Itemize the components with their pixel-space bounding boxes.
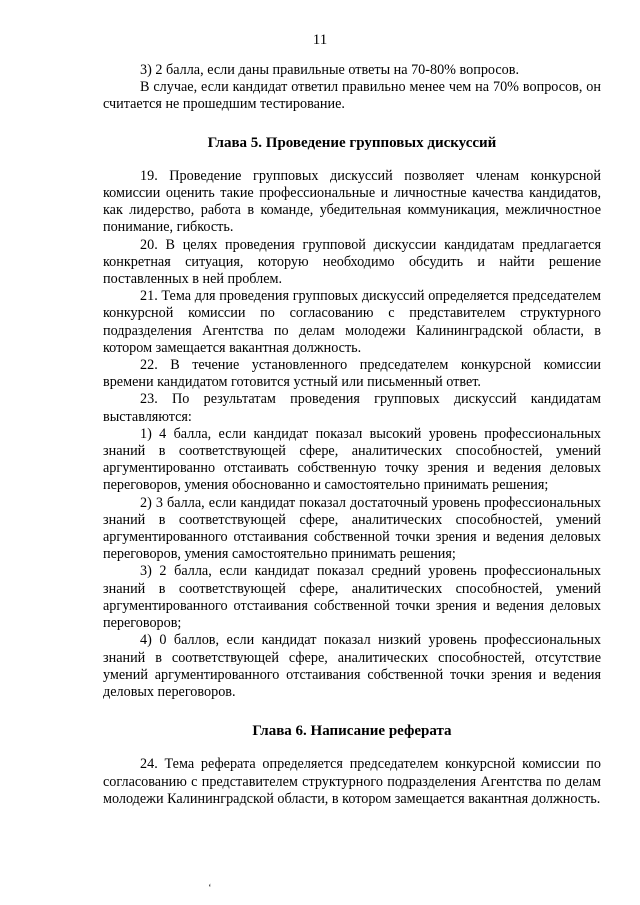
chapter-6-heading: Глава 6. Написание реферата — [252, 723, 452, 740]
paragraph-23-item-1: 1) 4 балла, если кандидат показал высокий уровень профессиональных знаний в соответствующей сфере, аналитических способностей, умений аргументированно отстаивать собственную точку зрения и ведения деловых переговоров, умения обоснованно и самостоятельно принимать решения; — [103, 425, 601, 494]
paragraph-23-item-3: 3) 2 балла, если кандидат показал средний уровень профессиональных знаний в соответствующей сфере, аналитических способностей, умений аргументированного отстаивания собственной точки зрения и ведения деловых переговоров; — [103, 563, 601, 632]
page-number: 11 — [312, 32, 328, 48]
paragraph-23-item-4: 4) 0 баллов, если кандидат показал низкий уровень профессиональных знаний в соответствующей сфере, аналитических способностей, отсутствие умений аргументированного отстаивания собственной точки зрения и ведения деловых переговоров. — [103, 632, 601, 700]
paragraph-20: 20. В целях проведения групповой дискуссии кандидатам предлагается конкретная ситуация, которую необходимо обсудить и найти решение поставленных в ней проблем. — [103, 236, 601, 288]
paragraph-19: 19. Проведение групповых дискуссий позволяет членам конкурсной комиссии оценить такие профессиональные и личностные качества кандидатов, как лидерство, работа в команде, убедительная коммуникация, межличностное понимание, гибкость. — [103, 167, 601, 236]
paragraph-22: 22. В течение установленного председателем конкурсной комиссии времени кандидатом готовится устный или письменный ответ. — [103, 357, 601, 391]
paragraph-24: 24. Тема реферата определяется председателем конкурсной комиссии по согласованию с представителем структурного подразделения Агентства по делам молодежи Калининградской области, в котором замещается вакантная должность. — [103, 756, 601, 807]
paragraph-23-item-2: 2) 3 балла, если кандидат показал достаточный уровень профессиональных знаний в соответствующей сфере, аналитических способностей, умений аргументированного отстаивания собственной точки зрения и ведения деловых переговоров, умения самостоятельно принимать решения; — [103, 494, 601, 563]
paragraph-21: 21. Тема для проведения групповых дискуссий определяется председателем конкурсной комиссии по согласованию с представителем структурного подразделения Агентства по делам молодежи Калининградской области, в котором замещается вакантная должность. — [103, 288, 601, 356]
document-body — [103, 62, 601, 808]
paragraph-23: 23. По результатам проведения групповых дискуссий кандидатам выставляются: — [103, 391, 601, 425]
chapter-5-heading: Глава 5. Проведение групповых дискуссий — [207, 134, 497, 151]
stray-ink-mark: ʻ — [208, 882, 212, 894]
paragraph-test-failed: В случае, если кандидат ответил правильно менее чем на 70% вопросов, он считается не прошедшим тестирование. — [103, 79, 601, 113]
paragraph-scoring-2-points: 3) 2 балла, если даны правильные ответы на 70-80% вопросов. — [140, 62, 520, 78]
